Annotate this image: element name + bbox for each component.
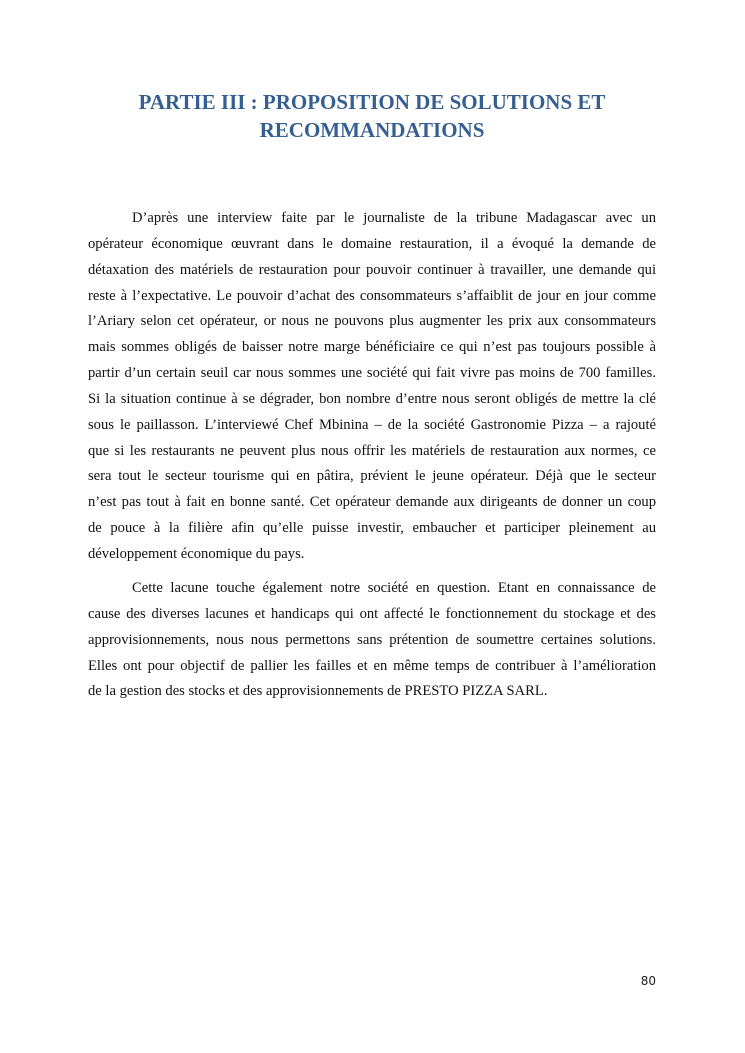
text-line: cause des diverses lacunes et handicaps qui ont affecté le fonctionnement du stockage et des (88, 605, 656, 622)
text-line: approvisionnements, nous nous permettons sans prétention de soumettre certaines solutions. (88, 631, 656, 648)
text-line: de pouce à la filière afin qu’elle puisse investir, embaucher et participer pleinement au (88, 520, 656, 537)
section-title-line-2: RECOMMANDATIONS (259, 118, 485, 142)
text-line: reste à l’expectative. Le pouvoir d’achat des consommateurs s’affaiblit de jour en jour comme (88, 287, 656, 304)
paragraph-1 (88, 206, 656, 568)
text-line: développement économique du pays. (88, 545, 305, 562)
text-line: Si la situation continue à se dégrader, bon nombre d’entre nous seront obligés de mettre la clé (88, 390, 656, 407)
text-line: n’est pas tout à fait en bonne santé. Cet opérateur demande aux dirigeants de donner un coup (88, 494, 656, 511)
text-line: D’après une interview faite par le journaliste de la tribune Madagascar avec un (132, 210, 656, 226)
text-line: sera tout le secteur tourisme qui en pâtira, prévient le jeune opérateur. Déjà que le secteur (88, 468, 656, 485)
text-line: opérateur économique œuvrant dans le domaine restauration, il a évoqué la demande de (88, 235, 656, 252)
text-line: sous le paillasson. L’interviewé Chef Mbinina – de la société Gastronomie Pizza – a rajouté (88, 416, 656, 433)
section-title-line-1: PARTIE III : PROPOSITION DE SOLUTIONS ET (138, 90, 606, 114)
text-line: que si les restaurants ne peuvent plus nous offrir les matériels de restauration aux normes, ce (88, 442, 656, 459)
text-line: l’Ariary selon cet opérateur, or nous ne pouvons plus augmenter les prix aux consommateurs (88, 313, 656, 330)
paragraph-2 (88, 576, 656, 705)
text-line: Cette lacune touche également notre société en question. Etant en connaissance de (132, 580, 656, 596)
page-number: 80 (640, 974, 656, 988)
text-line: Elles ont pour objectif de pallier les failles et en même temps de contribuer à l’amélioration (88, 657, 656, 674)
text-line: mais sommes obligés de baisser notre marge bénéficiaire ce qui n’est pas toujours possible à (88, 339, 656, 356)
text-line: de la gestion des stocks et des approvisionnements de PRESTO PIZZA SARL. (88, 683, 548, 700)
text-line: partir d’un certain seuil car nous sommes une société qui fait vivre pas moins de 700 familles. (88, 365, 656, 382)
text-line: détaxation des matériels de restauration pour pouvoir continuer à travailler, une demande qui (88, 261, 656, 278)
section-title (88, 88, 656, 144)
